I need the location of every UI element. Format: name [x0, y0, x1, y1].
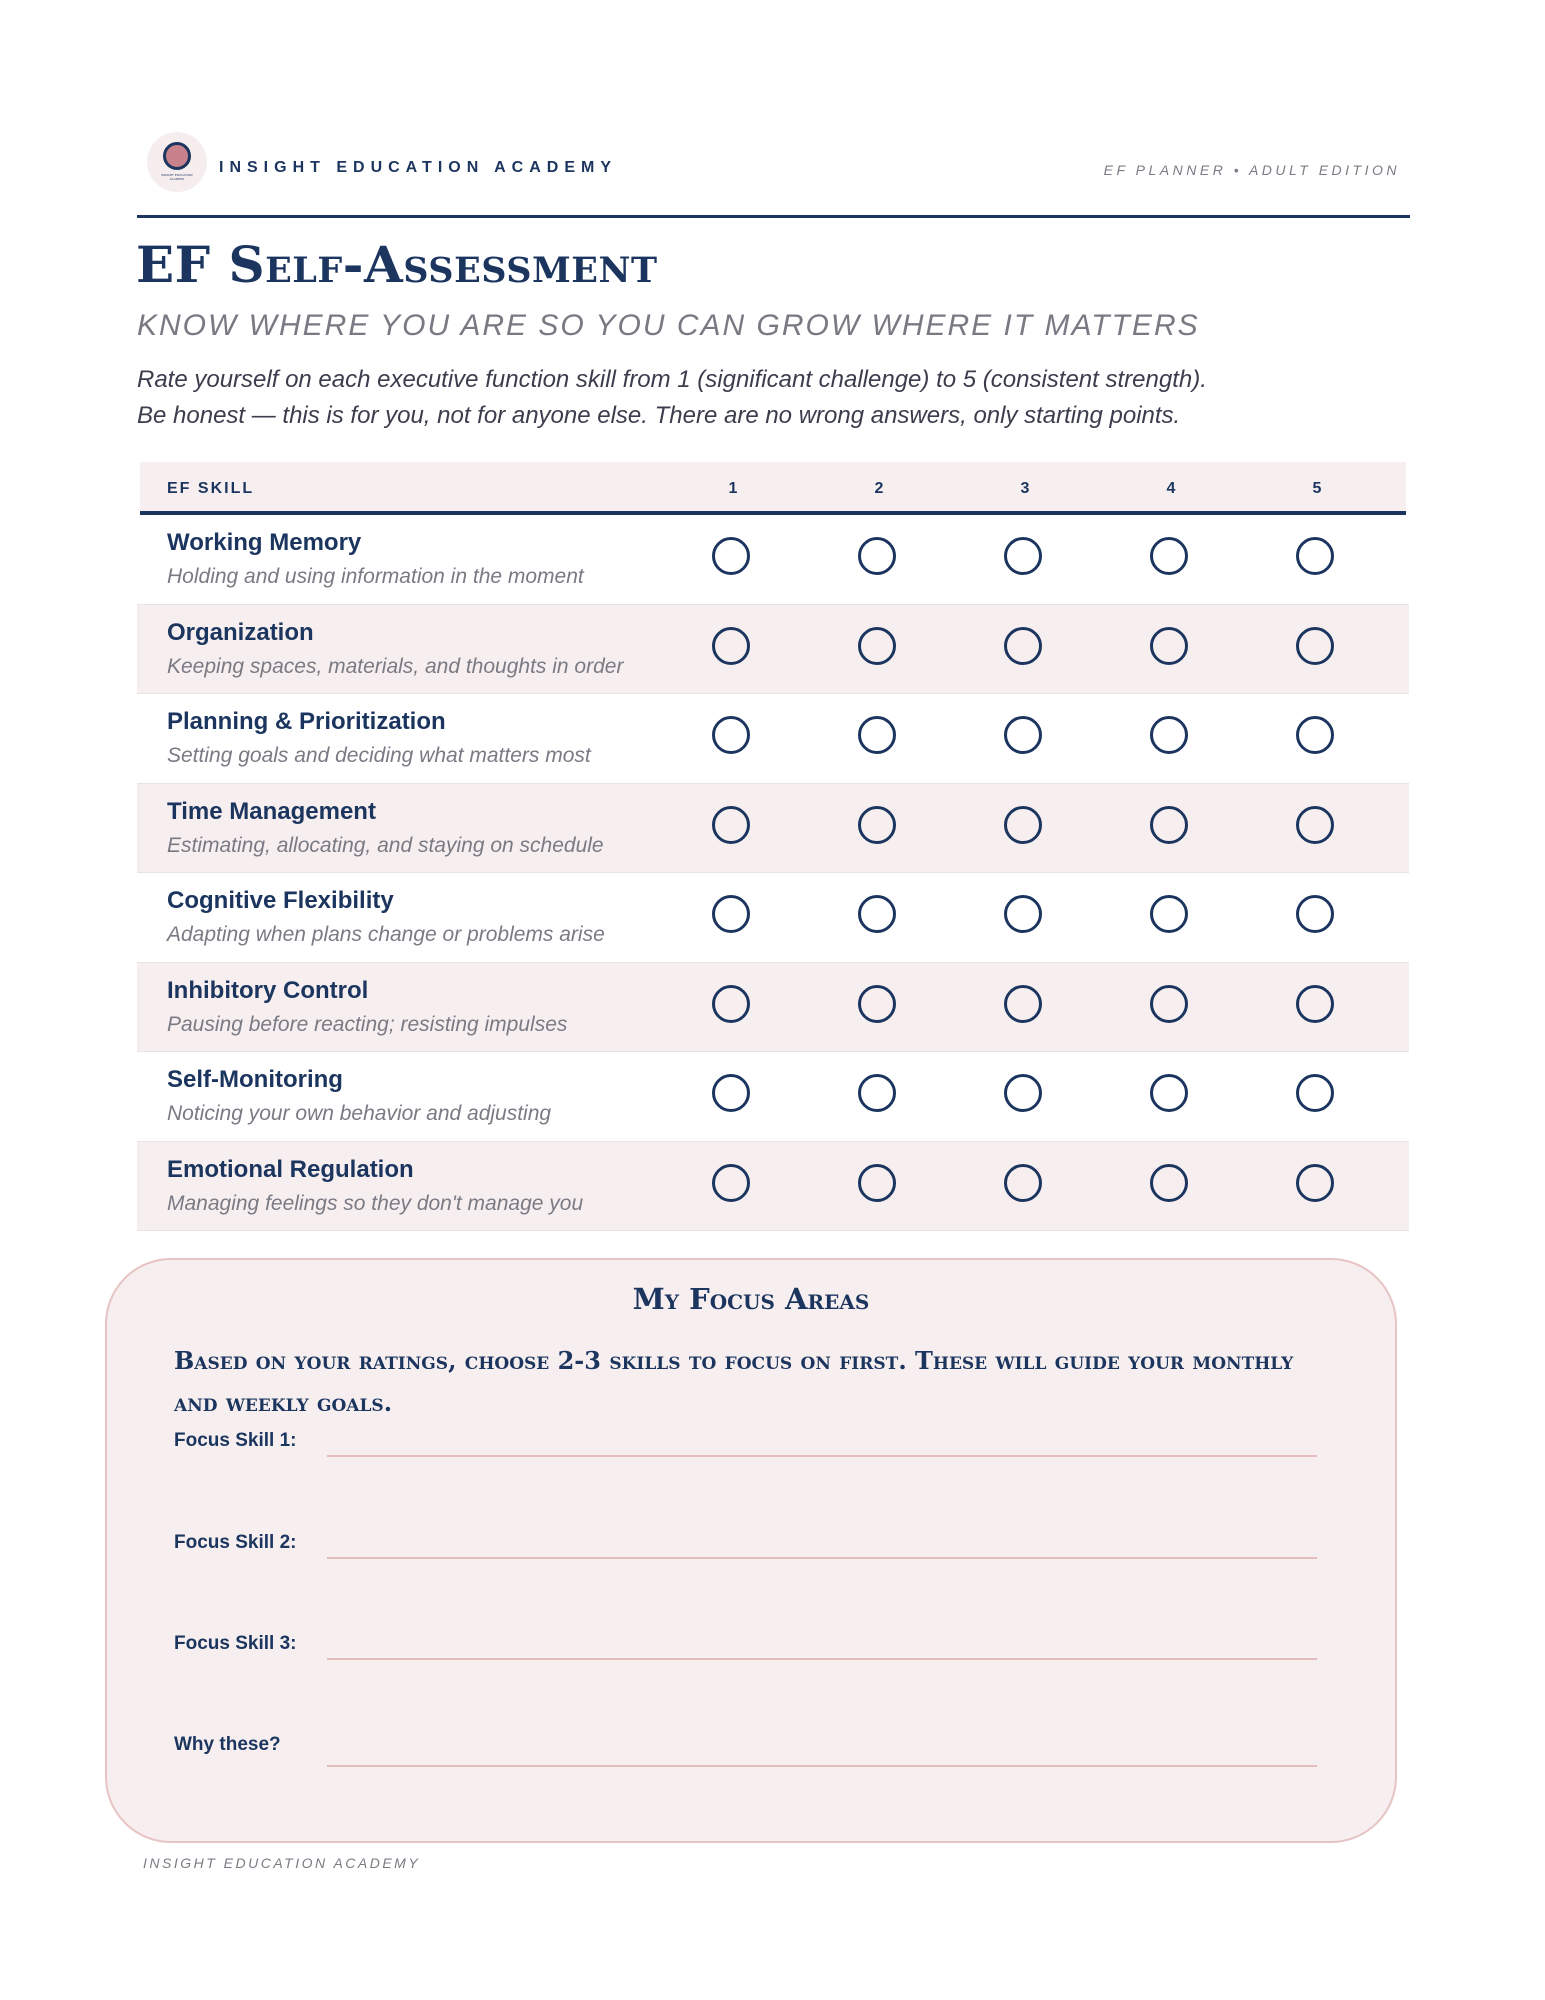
focus-areas-panel [105, 1258, 1397, 1843]
rating-3-radio[interactable] [1004, 895, 1042, 933]
rating-2-radio[interactable] [858, 806, 896, 844]
skill-description: Holding and using information in the moment [167, 565, 584, 588]
skill-description: Pausing before reacting; resisting impulses [167, 1012, 568, 1036]
rating-1-radio[interactable] [712, 806, 750, 844]
rating-3-radio[interactable] [1004, 1074, 1042, 1112]
tree-icon [163, 142, 191, 170]
skill-name: Organization [167, 618, 314, 646]
column-header-1: 1 [728, 480, 740, 497]
skill-description: Managing feelings so they don't manage you [167, 1191, 584, 1215]
column-header-skill: EF SKILL [167, 480, 255, 497]
rating-2-radio[interactable] [858, 627, 896, 665]
logo-text: INSIGHT EDUCATION ACADEMY [161, 173, 193, 181]
rating-3-radio[interactable] [1004, 806, 1042, 844]
page-footer: INSIGHT EDUCATION ACADEMY [143, 1855, 421, 1871]
rating-3-radio[interactable] [1004, 716, 1042, 754]
focus-areas-instructions: Based on your ratings, choose 2-3 skills to focus on first. These will guide your monthly and weekly goals. [174, 1346, 1294, 1417]
column-header-2: 2 [874, 480, 886, 497]
rating-2-radio[interactable] [858, 1074, 896, 1112]
rating-4-radio[interactable] [1150, 1074, 1188, 1112]
rating-1-radio[interactable] [712, 1164, 750, 1202]
focus-skill-3-label: Focus Skill 3: [174, 1633, 297, 1654]
skill-name: Self-Monitoring [167, 1066, 343, 1093]
rating-5-radio[interactable] [1296, 627, 1334, 665]
rating-4-radio[interactable] [1150, 806, 1188, 844]
table-body [137, 515, 1409, 1231]
page-title: EF Self-Assessment [136, 235, 658, 294]
skill-name: Working Memory [167, 529, 362, 556]
rating-1-radio[interactable] [712, 895, 750, 933]
focus-skill-1-field[interactable] [327, 1455, 1317, 1457]
skill-description: Setting goals and deciding what matters most [167, 744, 591, 767]
rating-1-radio[interactable] [712, 537, 750, 575]
skill-description: Adapting when plans change or problems arise [167, 923, 605, 946]
edition-label: EF PLANNER • ADULT EDITION [1103, 162, 1400, 178]
self-assessment-table [137, 462, 1409, 1231]
academy-logo [147, 132, 207, 192]
rating-5-radio[interactable] [1296, 895, 1334, 933]
rating-1-radio[interactable] [712, 627, 750, 665]
skill-description: Keeping spaces, materials, and thoughts in order [167, 654, 624, 678]
page-header [137, 126, 1410, 218]
rating-5-radio[interactable] [1296, 985, 1334, 1023]
focus-skill-1-label: Focus Skill 1: [174, 1430, 297, 1451]
rating-4-radio[interactable] [1150, 1164, 1188, 1202]
table-header [140, 462, 1406, 515]
rating-4-radio[interactable] [1150, 716, 1188, 754]
skill-name: Inhibitory Control [167, 976, 369, 1004]
column-header-5: 5 [1312, 480, 1324, 497]
rating-3-radio[interactable] [1004, 1164, 1042, 1202]
instructions [137, 362, 1427, 434]
table-row [137, 784, 1409, 874]
table-row [137, 1052, 1409, 1142]
skill-name: Cognitive Flexibility [167, 887, 394, 914]
rating-2-radio[interactable] [858, 537, 896, 575]
rating-1-radio[interactable] [712, 1074, 750, 1112]
instructions-line-1: Rate yourself on each executive function skill from 1 (significant challenge) to 5 (consistent strength). [137, 366, 1207, 393]
table-row [137, 873, 1409, 963]
skill-name: Emotional Regulation [167, 1155, 414, 1183]
instructions-line-2: Be honest — this is for you, not for anyone else. There are no wrong answers, only starting points. [137, 402, 1181, 429]
rating-5-radio[interactable] [1296, 537, 1334, 575]
page-subtitle: KNOW WHERE YOU ARE SO YOU CAN GROW WHERE IT MATTERS [137, 309, 1200, 342]
rating-2-radio[interactable] [858, 895, 896, 933]
rating-5-radio[interactable] [1296, 716, 1334, 754]
why-these-label: Why these? [174, 1734, 281, 1755]
focus-skill-2-label: Focus Skill 2: [174, 1532, 297, 1553]
rating-2-radio[interactable] [858, 716, 896, 754]
skill-name: Time Management [167, 797, 376, 825]
skill-name: Planning & Prioritization [167, 708, 446, 735]
rating-5-radio[interactable] [1296, 806, 1334, 844]
skill-description: Estimating, allocating, and staying on schedule [167, 833, 604, 857]
rating-3-radio[interactable] [1004, 537, 1042, 575]
rating-4-radio[interactable] [1150, 895, 1188, 933]
why-these-field[interactable] [327, 1765, 1317, 1767]
rating-5-radio[interactable] [1296, 1164, 1334, 1202]
rating-2-radio[interactable] [858, 1164, 896, 1202]
rating-3-radio[interactable] [1004, 985, 1042, 1023]
rating-4-radio[interactable] [1150, 627, 1188, 665]
focus-skill-3-field[interactable] [327, 1658, 1317, 1660]
column-header-3: 3 [1020, 480, 1032, 497]
rating-4-radio[interactable] [1150, 537, 1188, 575]
table-row [137, 515, 1409, 605]
rating-1-radio[interactable] [712, 985, 750, 1023]
rating-3-radio[interactable] [1004, 627, 1042, 665]
focus-areas-title: My Focus Areas [632, 1282, 870, 1316]
focus-skill-2-field[interactable] [327, 1557, 1317, 1559]
table-row [137, 963, 1409, 1053]
table-row [137, 1142, 1409, 1232]
rating-5-radio[interactable] [1296, 1074, 1334, 1112]
brand-name: INSIGHT EDUCATION ACADEMY [219, 159, 617, 176]
rating-1-radio[interactable] [712, 716, 750, 754]
table-row [137, 605, 1409, 695]
rating-4-radio[interactable] [1150, 985, 1188, 1023]
skill-description: Noticing your own behavior and adjusting [167, 1102, 552, 1125]
rating-2-radio[interactable] [858, 985, 896, 1023]
column-header-4: 4 [1166, 480, 1178, 497]
table-row [137, 694, 1409, 784]
